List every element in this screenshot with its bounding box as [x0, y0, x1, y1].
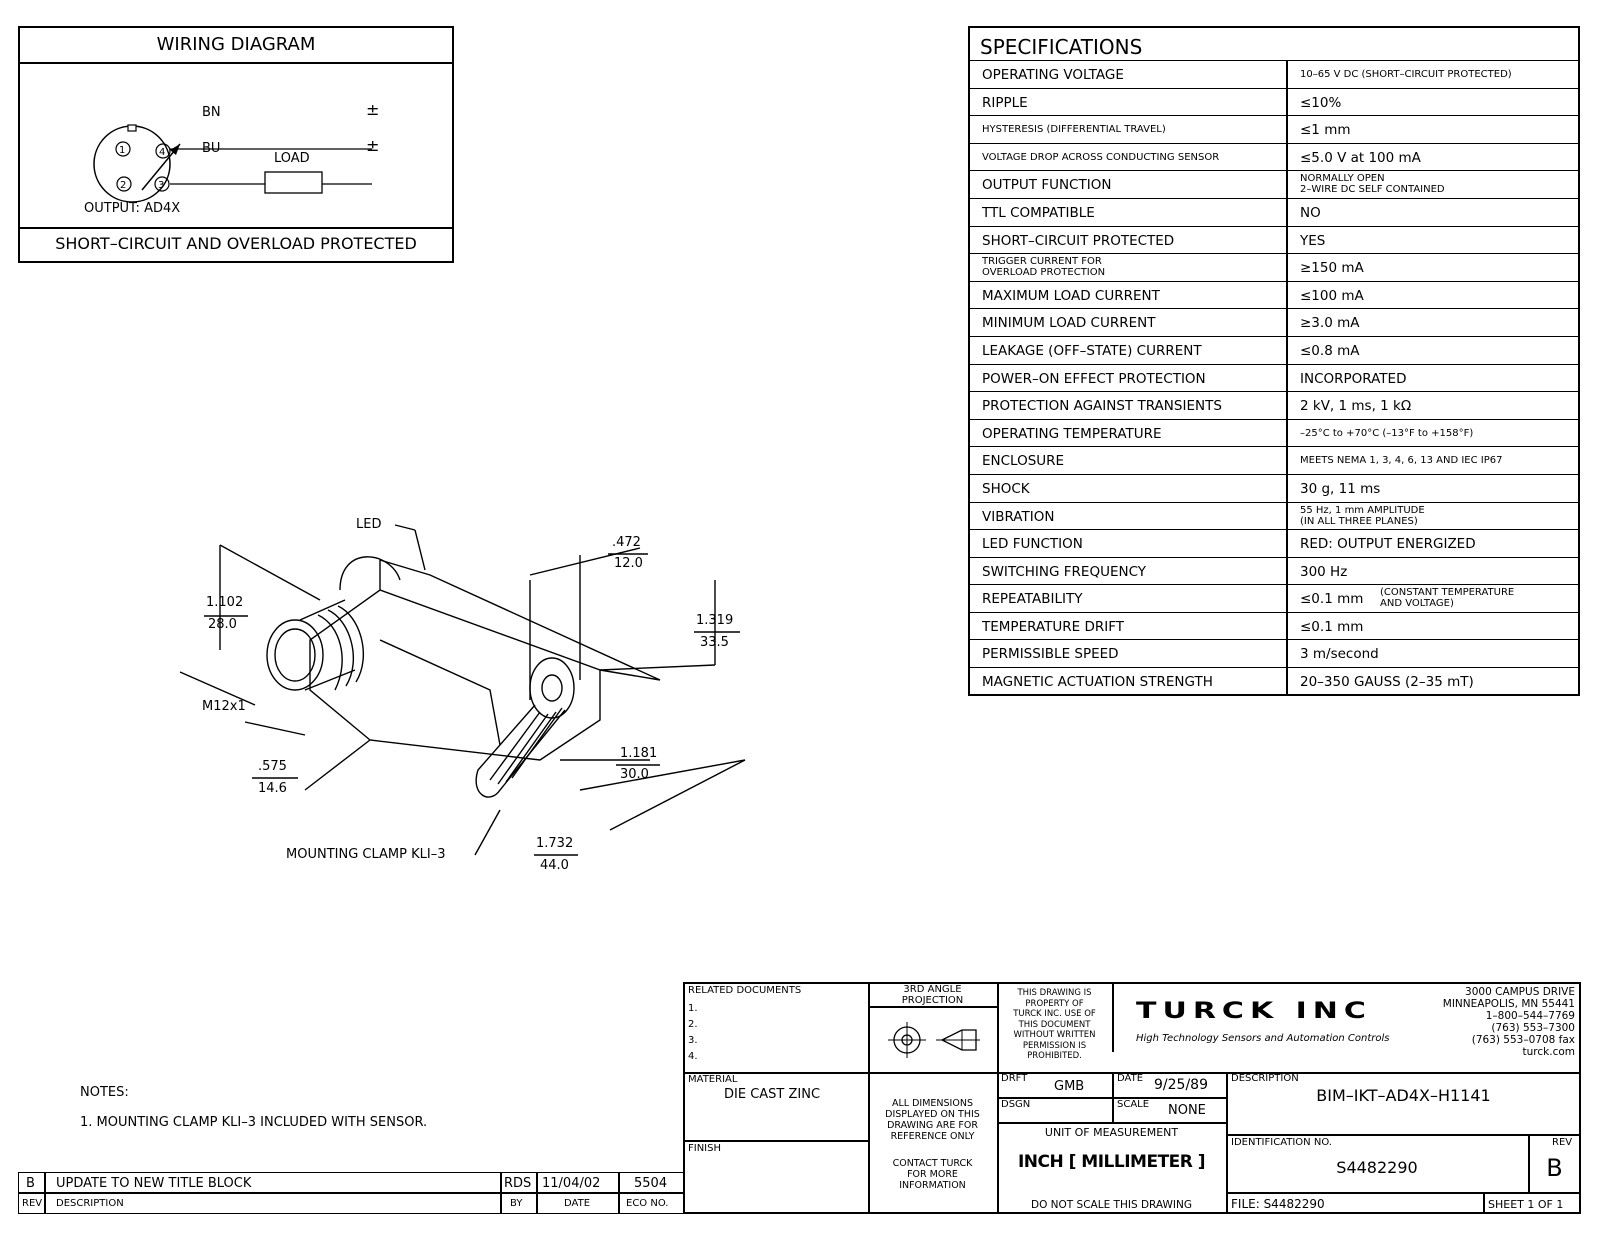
file-label: FILE: S4482290: [1231, 1197, 1325, 1211]
spec-key: MINIMUM LOAD CURRENT: [982, 315, 1156, 332]
do-not-scale-note: DO NOT SCALE THIS DRAWING: [1030, 1199, 1192, 1211]
dsgn-label: DSGN: [1001, 1099, 1031, 1110]
property-notice: THIS DRAWING IS PROPERTY OF TURCK INC. USE OF THIS DOCUMENT WITHOUT WRITTEN PERMISSION IS PROHIBITED.: [1013, 988, 1096, 1061]
related-doc-1: 1.: [688, 1003, 698, 1014]
spec-row: [970, 253, 1578, 281]
spec-key: REPEATABILITY: [982, 591, 1083, 608]
spec-key: OPERATING VOLTAGE: [982, 67, 1124, 83]
notes-title: NOTES:: [80, 1085, 129, 1100]
connector-inner: [275, 629, 315, 681]
identification-value: S4482290: [1336, 1158, 1418, 1177]
spec-key: LEAKAGE (OFF–STATE) CURRENT: [982, 342, 1202, 359]
rev-value: B: [1546, 1154, 1563, 1182]
tb-hline-4: [997, 1122, 1226, 1124]
spec-value: ≤100 mA: [1300, 287, 1364, 304]
wire-bu-label: BU: [202, 141, 221, 156]
pin-2-label: 2: [120, 180, 127, 191]
revision-description: UPDATE TO NEW TITLE BLOCK: [56, 1176, 252, 1191]
specifications-title: SPECIFICATIONS: [980, 35, 1143, 59]
spec-key: SWITCHING FREQUENCY: [982, 563, 1147, 580]
dimensions-note: ALL DIMENSIONS DISPLAYED ON THIS DRAWING ARE FOR REFERENCE ONLY: [885, 1098, 980, 1142]
spec-value: ≤10%: [1300, 94, 1342, 111]
spec-row: [970, 446, 1578, 474]
dim-575: .575: [258, 759, 287, 774]
spec-value: NORMALLY OPEN 2–WIRE DC SELF CONTAINED: [1300, 173, 1445, 196]
dim-1102-ext: [220, 545, 320, 600]
spec-key: VIBRATION: [982, 508, 1055, 525]
identification-label: IDENTIFICATION NO.: [1231, 1137, 1332, 1148]
scale-label: SCALE: [1117, 1099, 1150, 1110]
spec-row: [970, 308, 1578, 336]
spec-value: NO: [1300, 204, 1321, 221]
spec-row: [970, 364, 1578, 392]
sensor-drawing: [0, 0, 960, 900]
revision-header-description: DESCRIPTION: [56, 1198, 124, 1209]
revision-header-date: DATE: [564, 1198, 591, 1209]
date-col-line: [536, 1172, 538, 1214]
spec-key: OPERATING TEMPERATURE: [982, 425, 1162, 442]
led-leader: [415, 530, 425, 570]
spec-row: [970, 115, 1578, 143]
revision-header-rev: REV: [22, 1198, 43, 1209]
dim-30: 30.0: [620, 767, 649, 782]
spec-value: 55 Hz, 1 mm AMPLITUDE (IN ALL THREE PLANES): [1300, 504, 1425, 527]
spec-row: [970, 226, 1578, 254]
dim-575-line: [245, 722, 305, 735]
dim-1181-line: [580, 760, 745, 790]
dim-1732: 1.732: [536, 836, 574, 851]
dim-575-ext: [305, 740, 370, 790]
spec-value: 300 Hz: [1300, 563, 1348, 580]
spec-row: [970, 529, 1578, 557]
spec-key: RIPPLE: [982, 94, 1028, 111]
led-leader-b: [395, 525, 415, 530]
unit-value: INCH [ MILLIMETER ]: [1017, 1152, 1206, 1172]
spec-value: ≤0.8 mA: [1300, 342, 1360, 359]
dim-335: 33.5: [700, 635, 729, 650]
dim-12: 12.0: [614, 556, 643, 571]
clamp-hole: [542, 675, 562, 701]
company-address: 3000 CAMPUS DRIVE MINNEAPOLIS, MN 55441 1–800–544–7769 (763) 553–7300 (763) 553–0708 fax turck.com: [1442, 986, 1575, 1058]
clamp-leader: [475, 810, 500, 855]
spec-row: [970, 667, 1578, 695]
unit-label: UNIT OF MEASUREMENT: [1044, 1126, 1179, 1139]
spec-key: TEMPERATURE DRIFT: [982, 618, 1124, 635]
spec-value: ≤0.1 mm: [1300, 591, 1364, 608]
date-value: 9/25/89: [1154, 1077, 1208, 1093]
specifications-table: [968, 26, 1580, 696]
dim-1319-ext: [600, 665, 715, 670]
spec-value: 20–350 GAUSS (2–35 mT): [1300, 674, 1474, 691]
tb-vline-7: [1483, 1192, 1485, 1214]
spec-key: TRIGGER CURRENT FOR OVERLOAD PROTECTION: [982, 256, 1106, 279]
spec-row: [970, 474, 1578, 502]
led-label: LED: [356, 517, 382, 532]
plus-minus-2: ±: [366, 136, 380, 155]
revision-rev: B: [26, 1176, 35, 1191]
pin-3-label: 3: [158, 180, 165, 191]
spec-row: [970, 391, 1578, 419]
spec-row: [970, 584, 1578, 612]
spec-value: INCORPORATED: [1300, 370, 1407, 387]
spec-row: [970, 170, 1578, 198]
tb-hline-3: [997, 1097, 1226, 1099]
spec-key: PROTECTION AGAINST TRANSIENTS: [982, 398, 1222, 415]
wiring-diagram-title: WIRING DIAGRAM: [156, 34, 316, 55]
spec-key: VOLTAGE DROP ACROSS CONDUCTING SENSOR: [982, 151, 1220, 163]
m12-label: M12x1: [202, 699, 246, 714]
spec-row: [970, 198, 1578, 226]
dim-472: .472: [612, 535, 641, 550]
spec-row: [970, 502, 1578, 530]
spec-row: [970, 639, 1578, 667]
spec-value-note: (CONSTANT TEMPERATURE AND VOLTAGE): [1380, 587, 1515, 610]
pin-1-label: 1: [119, 145, 126, 156]
description-value: BIM–IKT–AD4X–H1141: [1316, 1086, 1491, 1105]
spec-row: [970, 336, 1578, 364]
related-doc-4: 4.: [688, 1051, 698, 1062]
spec-row: [970, 60, 1578, 88]
spec-value: ≥150 mA: [1300, 260, 1364, 277]
by-col-line: [500, 1172, 502, 1214]
revision-header-by: BY: [510, 1198, 523, 1209]
related-doc-3: 3.: [688, 1035, 698, 1046]
spec-row: [970, 281, 1578, 309]
spec-key: SHORT–CIRCUIT PROTECTED: [982, 232, 1175, 249]
spec-row: [970, 419, 1578, 447]
material-value: DIE CAST ZINC: [724, 1087, 821, 1102]
spec-key: PERMISSIBLE SPEED: [982, 646, 1119, 663]
spec-key: POWER–ON EFFECT PROTECTION: [982, 370, 1206, 387]
spec-key: OUTPUT FUNCTION: [982, 177, 1112, 194]
wiring-footer: SHORT–CIRCUIT AND OVERLOAD PROTECTED: [55, 234, 417, 253]
revision-divider: [18, 1192, 684, 1194]
revision-eco: 5504: [634, 1176, 668, 1191]
dim-1181: 1.181: [620, 746, 658, 761]
tb-vline-3: [1112, 982, 1114, 1052]
wire-bn-label: BN: [202, 105, 221, 120]
dim-28: 28.0: [208, 617, 237, 632]
spec-value: YES: [1300, 232, 1326, 249]
note-1: 1. MOUNTING CLAMP KLI–3 INCLUDED WITH SENSOR.: [80, 1115, 428, 1130]
dim-44: 44.0: [540, 858, 569, 873]
spec-value: RED: OUTPUT ENERGIZED: [1300, 536, 1476, 553]
sheet-label: SHEET 1 OF 1: [1488, 1198, 1564, 1211]
led-dome: [340, 557, 400, 590]
material-label: MATERIAL: [688, 1074, 738, 1085]
mounting-clamp-label: MOUNTING CLAMP KLI–3: [286, 847, 446, 862]
spec-key: TTL COMPATIBLE: [982, 204, 1095, 221]
dim-146: 14.6: [258, 781, 287, 796]
spec-value: ≤5.0 V at 100 mA: [1300, 149, 1421, 166]
spec-key: MAXIMUM LOAD CURRENT: [982, 287, 1160, 304]
load-label: LOAD: [274, 151, 310, 166]
date-label: DATE: [1117, 1073, 1144, 1084]
projection-label: 3RD ANGLE PROJECTION: [901, 984, 964, 1006]
finish-label: FINISH: [688, 1143, 721, 1154]
drft-label: DRFT: [1001, 1073, 1028, 1084]
scale-value: NONE: [1168, 1103, 1206, 1118]
sensor-body-front: [310, 590, 600, 760]
spec-key: HYSTERESIS (DIFFERENTIAL TRAVEL): [982, 124, 1166, 136]
spec-value: 30 g, 11 ms: [1300, 480, 1381, 497]
company-tagline: High Technology Sensors and Automation Controls: [1136, 1033, 1390, 1044]
third-angle-projection-symbol: [880, 1020, 990, 1060]
tb-hline-2: [683, 1140, 868, 1142]
spec-key: LED FUNCTION: [982, 536, 1083, 553]
tb-hline-6: [1226, 1192, 1581, 1194]
spec-value: 3 m/second: [1300, 646, 1379, 663]
contact-note: CONTACT TURCK FOR MORE INFORMATION: [892, 1158, 973, 1191]
spec-key: ENCLOSURE: [982, 453, 1065, 470]
clamp-ribs: [490, 708, 562, 784]
spec-row: [970, 557, 1578, 585]
related-doc-2: 2.: [688, 1019, 698, 1030]
spec-value: ≥3.0 mA: [1300, 315, 1360, 332]
clamp-edge: [380, 640, 500, 745]
spec-value: –25°C to +70°C (–13°F to +158°F): [1300, 427, 1474, 439]
spec-key: SHOCK: [982, 480, 1030, 497]
spec-value: MEETS NEMA 1, 3, 4, 6, 13 AND IEC IP67: [1300, 455, 1503, 467]
dim-1102: 1.102: [206, 595, 244, 610]
sensor-body-top: [380, 560, 660, 680]
revision-date: 11/04/02: [542, 1176, 601, 1191]
dim-1319: 1.319: [696, 613, 734, 628]
spec-row: [970, 612, 1578, 640]
spec-row: [970, 88, 1578, 116]
revision-header-eco: ECO NO.: [626, 1198, 669, 1209]
related-documents-label: RELATED DOCUMENTS: [688, 985, 802, 996]
spec-value: ≤0.1 mm: [1300, 618, 1364, 635]
spec-key: MAGNETIC ACTUATION STRENGTH: [982, 674, 1213, 691]
drft-value: GMB: [1054, 1079, 1085, 1094]
tb-hline-proj: [868, 1006, 997, 1008]
revision-by: RDS: [504, 1176, 532, 1191]
spec-value: 2 kV, 1 ms, 1 kΩ: [1300, 398, 1412, 415]
spec-value: ≤1 mm: [1300, 122, 1351, 139]
eco-col-line: [618, 1172, 620, 1214]
description-label: DESCRIPTION: [1231, 1073, 1299, 1084]
spec-row: [970, 143, 1578, 171]
turck-logo: TURCK INC: [1136, 997, 1372, 1024]
output-label: OUTPUT: AD4X: [84, 201, 181, 216]
clamp-ring: [530, 658, 574, 718]
plus-minus-1: ±: [366, 100, 380, 119]
spec-rows: [970, 60, 1578, 695]
rev-col-line: [44, 1172, 46, 1214]
pin-4-label: 4: [159, 147, 166, 158]
rev-label: REV: [1552, 1137, 1573, 1148]
tb-hline-5: [1226, 1134, 1581, 1136]
spec-value: 10–65 V DC (SHORT–CIRCUIT PROTECTED): [1300, 69, 1512, 80]
